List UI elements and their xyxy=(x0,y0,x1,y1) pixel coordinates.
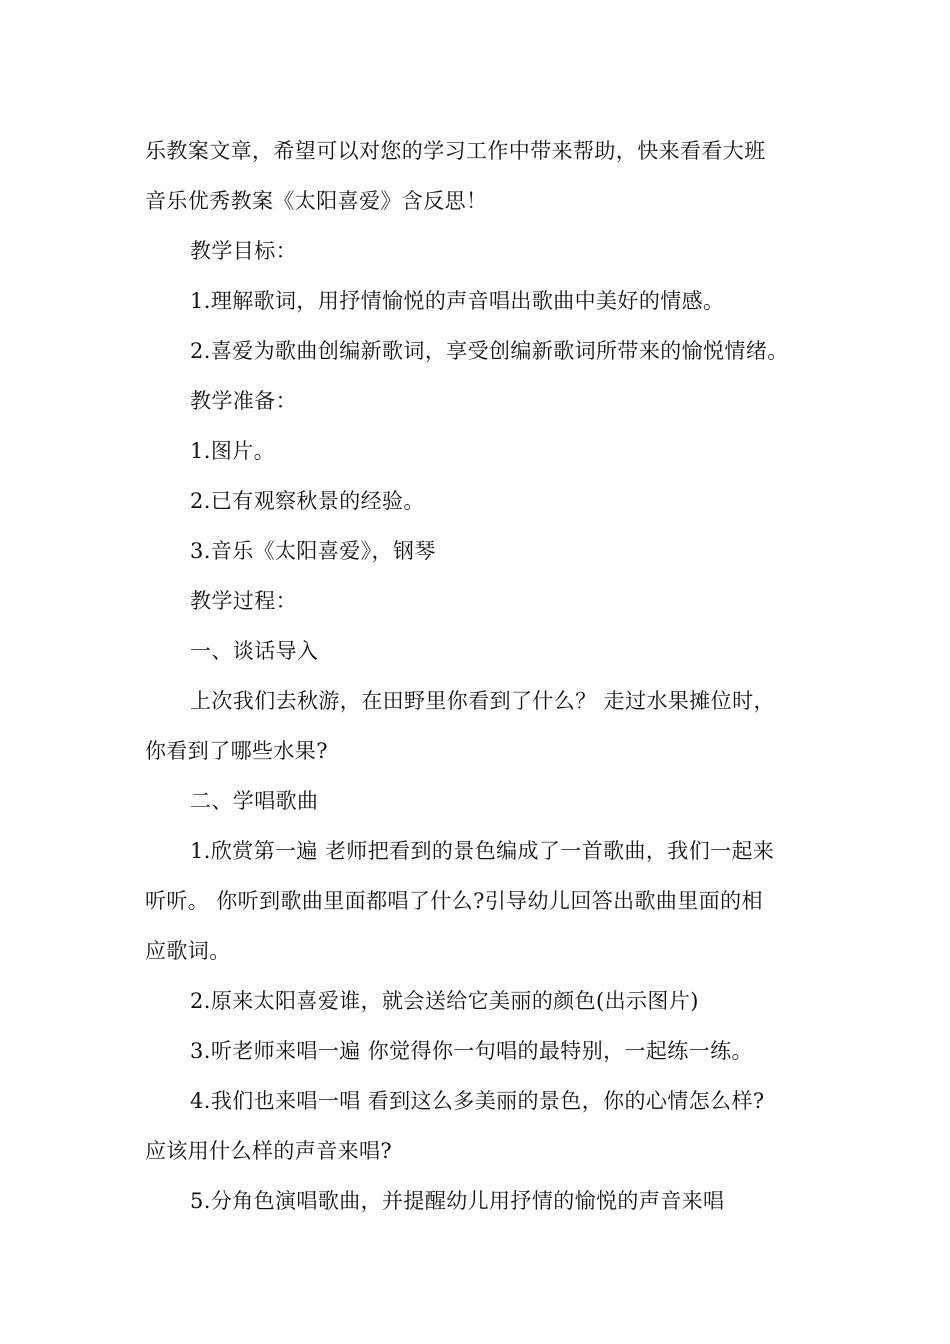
text-line: 乐教案文章，希望可以对您的学习工作中带来帮助，快来看看大班 xyxy=(145,139,766,163)
section-heading-objectives: 教学目标： xyxy=(190,239,297,263)
text-line: 听听。 你听到歌曲里面都唱了什么?引导幼儿回答出歌曲里面的相 xyxy=(145,889,763,913)
list-item: 2.已有观察秋景的经验。 xyxy=(190,489,425,513)
list-item: 1.理解歌词，用抒情愉悦的声音唱出歌曲中美好的情感。 xyxy=(190,289,725,313)
text-line: 应歌词。 xyxy=(145,939,231,963)
section-heading-preparation: 教学准备： xyxy=(190,389,297,413)
text-line: 上次我们去秋游，在田野里你看到了什么？ 走过水果摊位时， xyxy=(190,689,775,713)
list-item: 2.喜爱为歌曲创编新歌词，享受创编新歌词所带来的愉悦情绪。 xyxy=(190,339,789,363)
list-item: 3.听老师来唱一遍 你觉得你一句唱的最特别，一起练一练。 xyxy=(190,1039,753,1063)
list-item: 2.原来太阳喜爱谁，就会送给它美丽的颜色(出示图片) xyxy=(190,989,699,1013)
subsection-heading: 二、学唱歌曲 xyxy=(190,789,319,813)
list-item: 3.音乐《太阳喜爱》，钢琴 xyxy=(190,539,436,563)
list-item: 1.欣赏第一遍 老师把看到的景色编成了一首歌曲，我们一起来 xyxy=(190,839,775,863)
list-item: 4.我们也来唱一唱 看到这么多美丽的景色，你的心情怎么样? xyxy=(190,1089,765,1113)
subsection-heading: 一、谈话导入 xyxy=(190,639,319,663)
text-line: 音乐优秀教案《太阳喜爱》含反思！ xyxy=(145,189,488,213)
section-heading-process: 教学过程： xyxy=(190,589,297,613)
text-line: 你看到了哪些水果? xyxy=(145,739,328,763)
list-item: 5.分角色演唱歌曲，并提醒幼儿用抒情的愉悦的声音来唱 xyxy=(190,1189,725,1213)
text-line: 应该用什么样的声音来唱? xyxy=(145,1139,393,1163)
list-item: 1.图片。 xyxy=(190,439,276,463)
